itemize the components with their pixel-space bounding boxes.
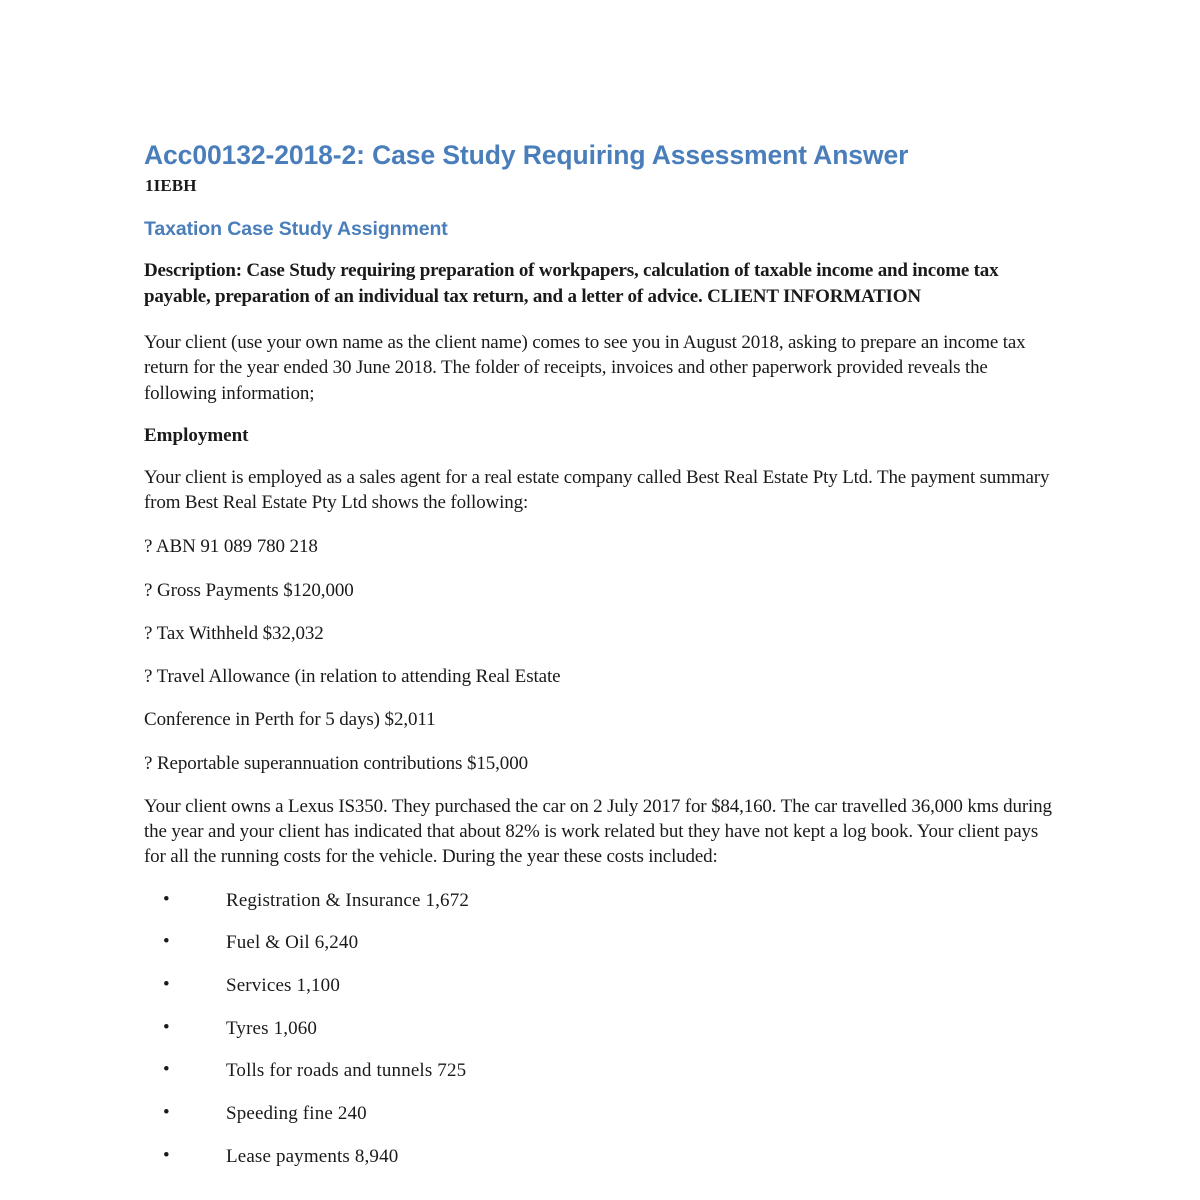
list-item bbox=[144, 1059, 1055, 1084]
bullet-icon: • bbox=[163, 1102, 170, 1124]
list-item bbox=[144, 1102, 1055, 1127]
bullet-icon: • bbox=[163, 888, 170, 910]
list-item-label: Lease payments 8,940 bbox=[226, 1145, 399, 1167]
list-item bbox=[144, 931, 1055, 956]
list-item-label: Tolls for roads and tunnels 725 bbox=[226, 1060, 467, 1082]
list-item bbox=[144, 1145, 1055, 1170]
employment-heading: Employment bbox=[144, 424, 249, 446]
payment-summary-item: ? Reportable superannuation contributions $15,000 bbox=[144, 752, 528, 774]
list-item bbox=[144, 889, 1055, 914]
payment-summary-list bbox=[144, 534, 1055, 776]
list-item-label: Services 1,100 bbox=[226, 975, 340, 997]
list-item-label: Registration & Insurance 1,672 bbox=[226, 889, 470, 911]
vehicle-paragraph: Your client owns a Lexus IS350. They purchased the car on 2 July 2017 for $84,160. The car travelled 36,000 kms during the year and your client has indicated that about 82% is work related but they have not kept a log book. Your client pays for all the running costs for the vehicle. During the year these costs included: bbox=[144, 795, 1052, 868]
list-item bbox=[144, 974, 1055, 999]
payment-summary-item: ? Travel Allowance (in relation to attending Real Estate bbox=[144, 666, 561, 688]
bullet-icon: • bbox=[163, 1144, 170, 1166]
bullet-icon: • bbox=[163, 974, 170, 996]
document-code: 1IEBH bbox=[145, 176, 197, 196]
running-costs-list bbox=[144, 889, 1055, 1170]
payment-summary-item: ? Tax Withheld $32,032 bbox=[144, 622, 324, 644]
list-item bbox=[144, 1017, 1055, 1042]
bullet-icon: • bbox=[163, 931, 170, 953]
list-item-label: Fuel & Oil 6,240 bbox=[226, 932, 359, 954]
payment-summary-item: ? Gross Payments $120,000 bbox=[144, 579, 354, 601]
intro-paragraph: Your client (use your own name as the client name) comes to see you in August 2018, asking to prepare an income tax return for the year ended 30 June 2018. The folder of receipts, invoices and other paperwork provided reveals the following information; bbox=[144, 332, 1026, 404]
bullet-icon: • bbox=[163, 1059, 170, 1081]
description-paragraph: Description: Case Study requiring preparation of workpapers, calculation of taxable income and income tax payable, preparation of an individual tax return, and a letter of advice. CLIENT INFORMATION bbox=[144, 260, 999, 307]
bullet-icon: • bbox=[163, 1016, 170, 1038]
payment-summary-item: Conference in Perth for 5 days) $2,011 bbox=[144, 709, 436, 731]
employment-paragraph: Your client is employed as a sales agent for a real estate company called Best Real Estate Pty Ltd. The payment summary from Best Real Estate Pty Ltd shows the following: bbox=[144, 466, 1050, 514]
payment-summary-item: ? ABN 91 089 780 218 bbox=[144, 536, 318, 558]
page-title: Acc00132-2018-2: Case Study Requiring Assessment Answer bbox=[144, 140, 909, 170]
list-item-label: Tyres 1,060 bbox=[226, 1017, 318, 1039]
section-title-taxation-case-study: Taxation Case Study Assignment bbox=[144, 218, 448, 241]
list-item-label: Speeding fine 240 bbox=[226, 1103, 367, 1125]
